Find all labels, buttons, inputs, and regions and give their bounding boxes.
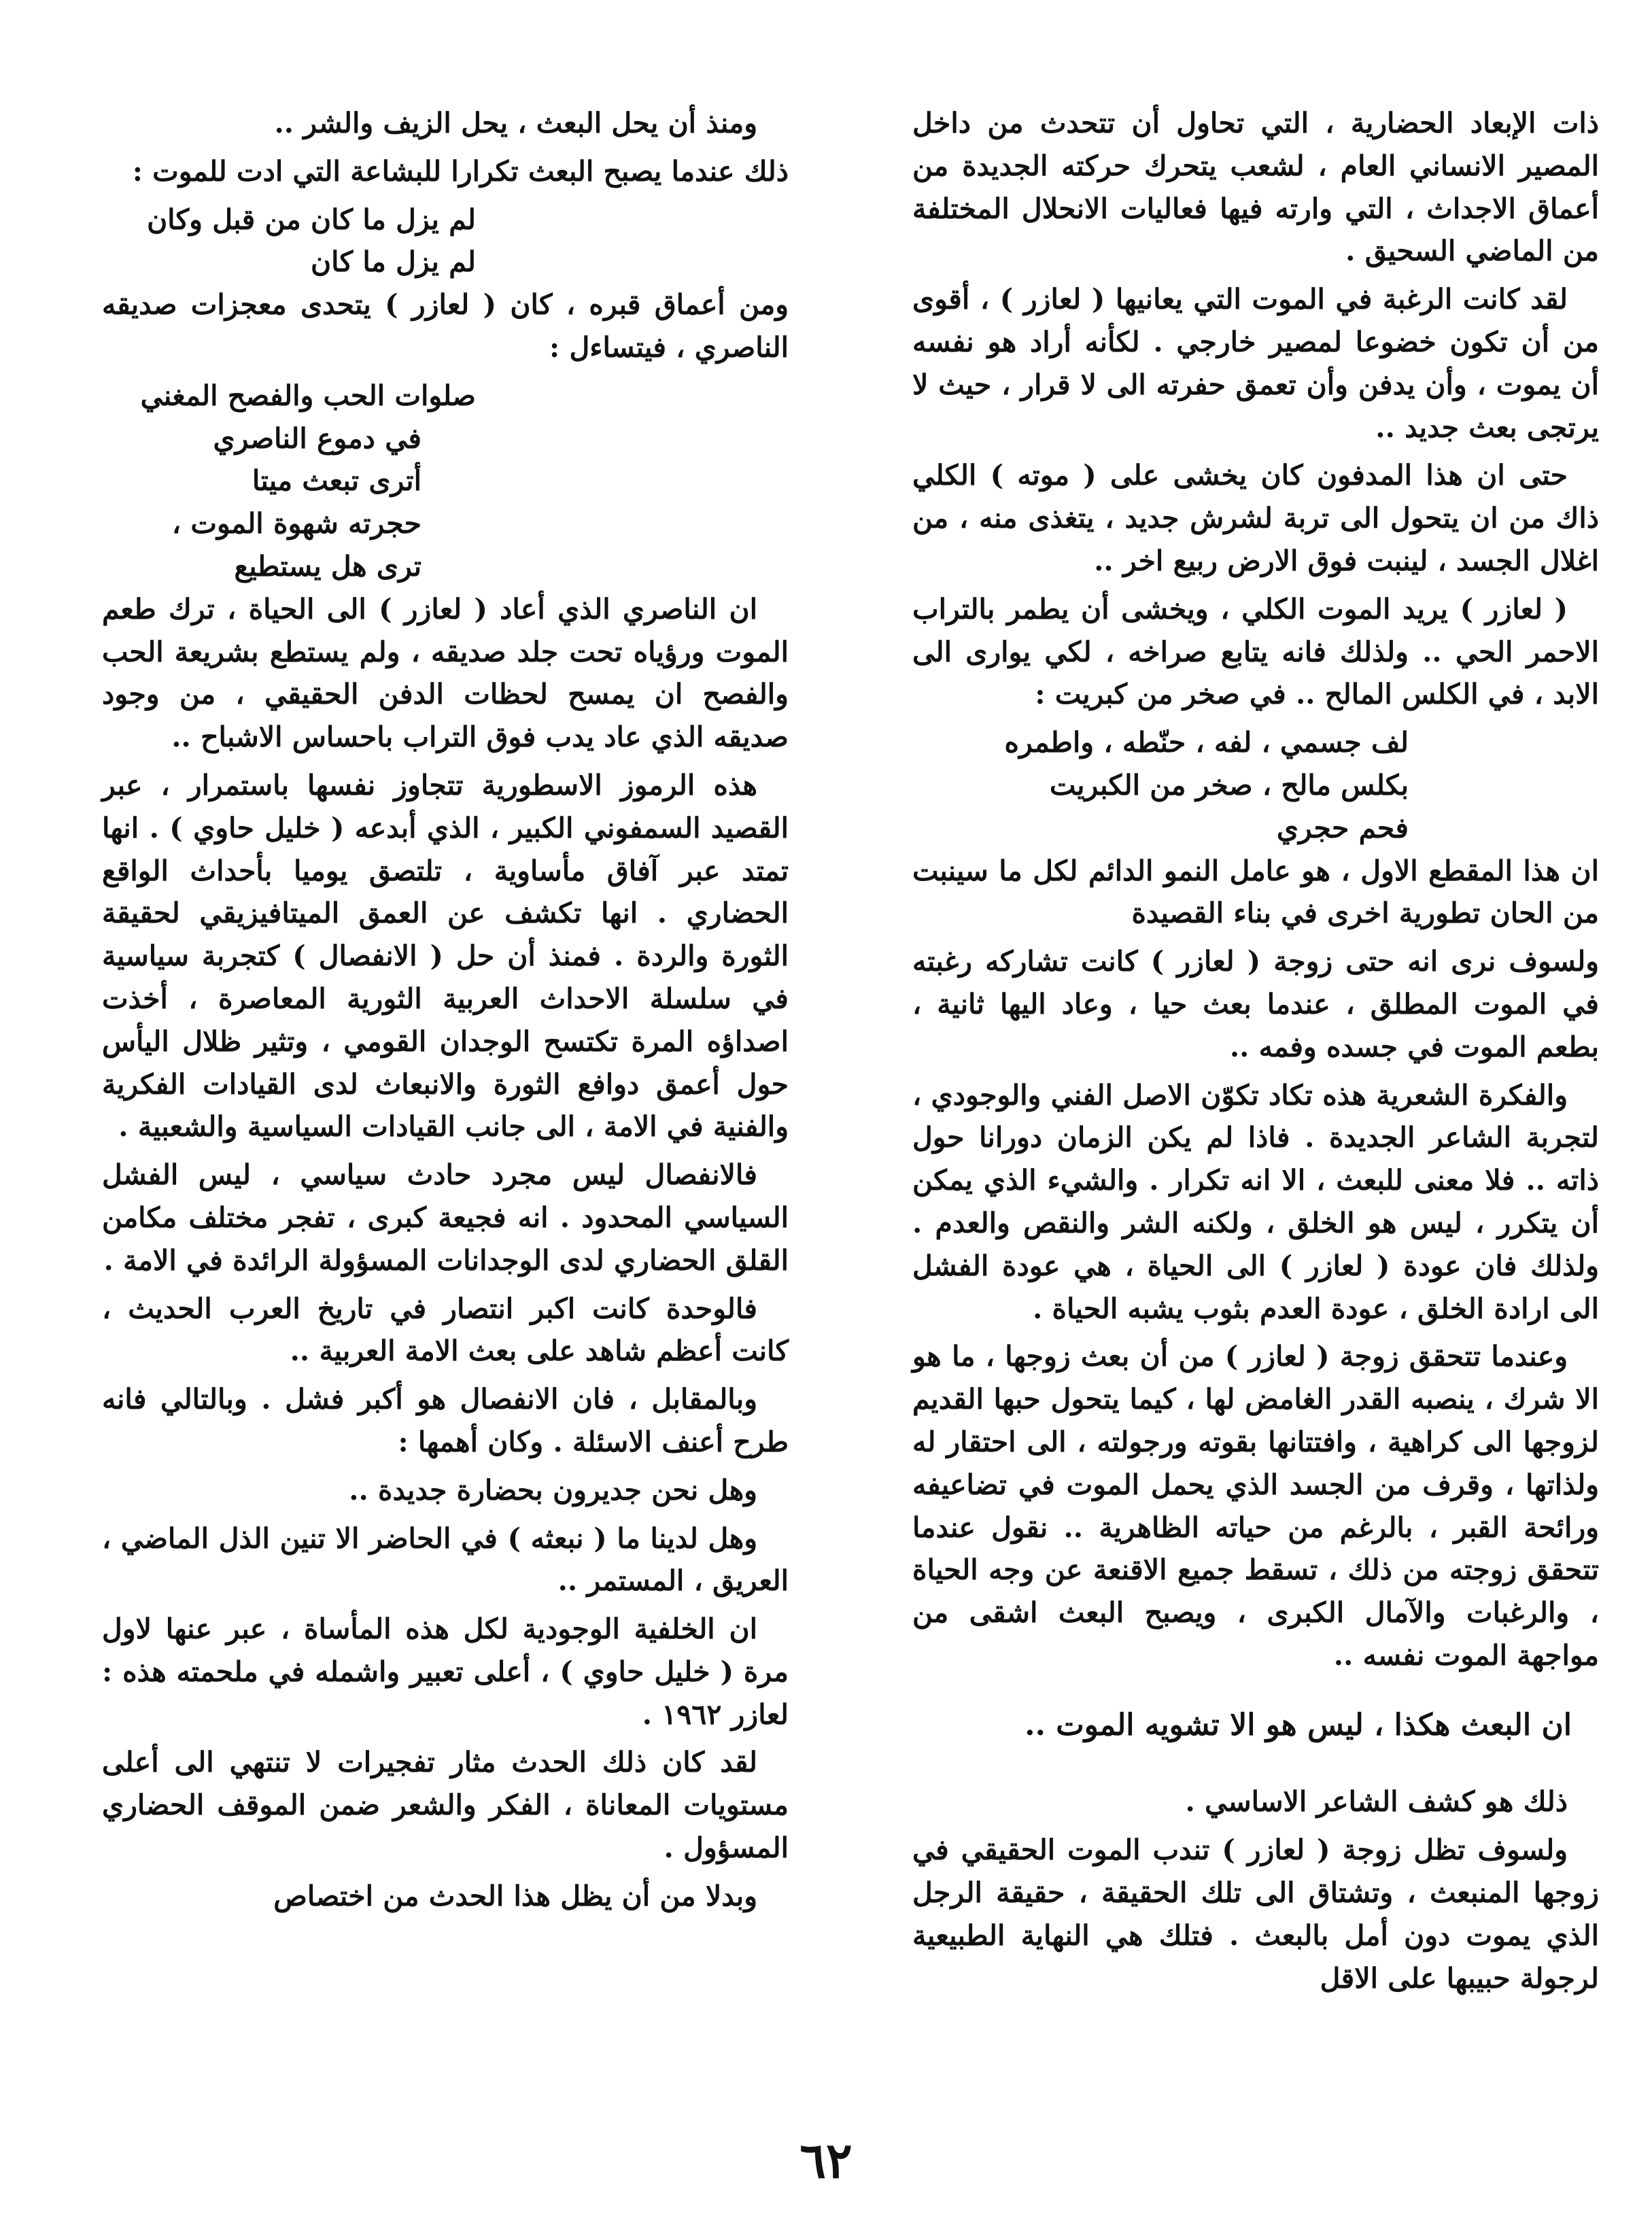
- verse-line: صلوات الحب والفصح المغني: [140, 379, 476, 412]
- paragraph: لقد كانت الرغبة في الموت التي يعانيها ( لعازر ) ، أقوى من أن تكون خضوعا لمصير خارجي . لكأنه أراد هو نفسه أن يموت ، وأن يدفن وأن تعمق حفرته الى لا قرار ، حيث لا يرتجى بعث جديد ..: [912, 283, 1599, 444]
- paragraph: ومن أعماق قبره ، كان ( لعازر ) يتحدى معجزات صديقه الناصري ، فيتساءل :: [102, 288, 789, 364]
- paragraph: ولسوف نرى انه حتى زوجة ( لعازر ) كانت تشاركه رغبته في الموت المطلق ، عندما بعث حيا ، وعاد اليها ثانية ، بطعم الموت في جسده وفمه ..: [912, 945, 1599, 1063]
- paragraph: وبالمقابل ، فان الانفصال هو أكبر فشل . وبالتالي فانه طرح أعنف الاسئلة . وكان أهمها :: [102, 1383, 789, 1458]
- paragraph: ( لعازر ) يريد الموت الكلي ، ويخشى أن يطمر بالتراب الاحمر الحي .. ولذلك فانه يتابع صراخه ، لكي يوارى الى الابد ، في الكلس المالح .. في صخر من كبريت :: [912, 592, 1599, 711]
- paragraph: لقد كان ذلك الحدث مثار تفجيرات لا تنتهي الى أعلى مستويات المعاناة ، الفكر والشعر ضمن الموقف الحضاري المسؤول .: [102, 1746, 789, 1865]
- paragraph: ذلك هو كشف الشاعر الاساسي .: [1185, 1785, 1568, 1819]
- verse-line: حجرته شهوة الموت ،: [171, 507, 421, 540]
- paragraph: ان الناصري الذي أعاد ( لعازر ) الى الحياة ، ترك طعم الموت ورؤياه تحت جلد صديقه ، ولم يستطع بشريعة الحب والفصح ان يمسح لحظات الدفن الحقيقي ، من وجود صديقه الذي عاد يدب فوق التراب باحساس الاشباح ..: [102, 592, 789, 754]
- verse-line: لف جسمي ، لفه ، حنّطه ، واطمره: [1004, 726, 1409, 759]
- verse-line: فحم حجري: [1276, 811, 1409, 844]
- verse-line: أترى تبعث ميتا: [252, 464, 421, 498]
- paragraph: ذلك عندما يصبح البعث تكرارا للبشاعة التي ادت للموت :: [132, 154, 789, 188]
- verse-line: في دموع الناصري: [213, 422, 421, 455]
- paragraph: ذات الإبعاد الحضارية ، التي تحاول أن تتحدث من داخل المصير الانساني العام ، لشعب يتحرك حركته الجديدة من أعماق الاجداث ، التي وارته فيها فعاليات الانحلال المختلفة من الماضي السحيق .: [912, 107, 1599, 268]
- paragraph: وهل لدينا ما ( نبعثه ) في الحاضر الا تنين الذل الماضي ، العريق ، المستمر ..: [102, 1521, 789, 1598]
- paragraph: حتى ان هذا المدفون كان يخشى على ( موته ) الكلي ذاك من ان يتحول الى تربة لشرش جديد ، يتغذى منه ، من اغلال الجسد ، لينبت فوق الارض ربيع اخر ..: [912, 459, 1599, 577]
- page-number: ٦٢: [799, 2131, 853, 2189]
- verse-line: لم يزل ما كان من قبل وكان: [147, 203, 476, 236]
- right-text-column: [912, 102, 1599, 2005]
- paragraph: فالوحدة كانت اكبر انتصار في تاريخ العرب الحديث ، كانت أعظم شاهد على بعث الامة العربية ..: [102, 1292, 789, 1368]
- paragraph: هذه الرموز الاسطورية تتجاوز نفسها باستمرار ، عبر القصيد السمفوني الكبير ، الذي أبدعه ( خليل حاوي ) . انها تمتد عبر آفاق مأساوية ، تلتصق يوميا بأحداث الواقع الحضاري . انها تكشف عن العمق الميتافيزيقي لحقيقة الثورة والردة . فمنذ أن حل ( الانفصال ) كتجربة سياسية في سلسلة الاحداث العربية الثورية المعاصرة ، أخذت اصداؤه المرة تكتسح الوجدان القومي ، وتثير ظلال اليأس حول أعمق دوافع الثورة والانبعاث لدى القيادات الفكرية والفنية في الامة ، الى جانب القيادات السياسية والشعبية .: [102, 768, 789, 1143]
- paragraph: وبدلا من أن يظل هذا الحدث من اختصاص: [273, 1879, 757, 1912]
- paragraph: فالانفصال ليس مجرد حادث سياسي ، ليس الفشل السياسي المحدود . انه فجيعة كبرى ، تفجر مختلف مكامن القلق الحضاري لدى الوجدانات المسؤولة الرائدة في الامة .: [102, 1158, 789, 1277]
- paragraph: ان الخلفية الوجودية لكل هذه المأساة ، عبر عنها لاول مرة ( خليل حاوي ) ، أعلى تعبير واشمله في ملحمته هذه : لعازر ١٩٦٢ .: [102, 1613, 789, 1731]
- paragraph: ان هذا المقطع الاول ، هو عامل النمو الدائم لكل ما سينبت من الحان تطورية اخرى في بناء القصيدة: [912, 854, 1599, 930]
- verse-line: ترى هل يستطيع: [234, 549, 421, 583]
- paragraph: وعندما تتحقق زوجة ( لعازر ) من أن بعث زوجها ، ما هو الا شرك ، ينصبه القدر الغامض لها ، كيما يتحول حبها القديم لزوجها الى كراهية ، وافتتانها بقوته ورجولته ، الى احتقار له ولذاتها ، وقرف من الجسد الذي يحمل الموت في تضاعيفه ورائحة القبر ، بالرغم من حياته الظاهرية .. نقول عندما تتحقق زوجته من ذلك ، تسقط جميع الاقنعة عن وجه الحياة ، والرغبات والآمال الكبرى ، ويصبح البعث اشقى من مواجهة الموت نفسه ..: [912, 1340, 1599, 1672]
- paragraph: ومنذ أن يحل البعث ، يحل الزيف والشر ..: [274, 107, 757, 139]
- paragraph: والفكرة الشعرية هذه تكاد تكوّن الاصل الفني والوجودي ، لتجربة الشاعر الجديدة . فاذا لم يكن الزمان دورانا حول ذاته .. فلا معنى للبعث ، الا انه تكرار . والشيء الذي يمكن أن يتكرر ، ليس هو الخلق ، ولكنه الشر والنقص والعدم . ولذلك فان عودة ( لعازر ) الى الحياة ، هي عودة الفشل الى ارادة الخلق ، عودة العدم بثوب يشبه الحياة .: [912, 1078, 1599, 1325]
- verse-line: لم يزل ما كان: [311, 245, 476, 279]
- paragraph: ولسوف تظل زوجة ( لعازر ) تندب الموت الحقيقي في زوجها المنبعث ، وتشتاق الى تلك الحقيقة ، حقيقة الرجل الذي يموت دون أمل بالبعث . فتلك هي النهاية الطبيعية لرجولة حبيبها على الاقل: [912, 1834, 1599, 1995]
- verse-line: بكلس مالح ، صخر من الكبريت: [1049, 768, 1409, 802]
- left-text-column: [102, 102, 789, 1923]
- section-heading: ان البعث هكذا ، ليس هو الا تشويه الموت ..: [1025, 1707, 1572, 1742]
- paragraph: وهل نحن جديرون بحضارة جديدة ..: [349, 1473, 757, 1507]
